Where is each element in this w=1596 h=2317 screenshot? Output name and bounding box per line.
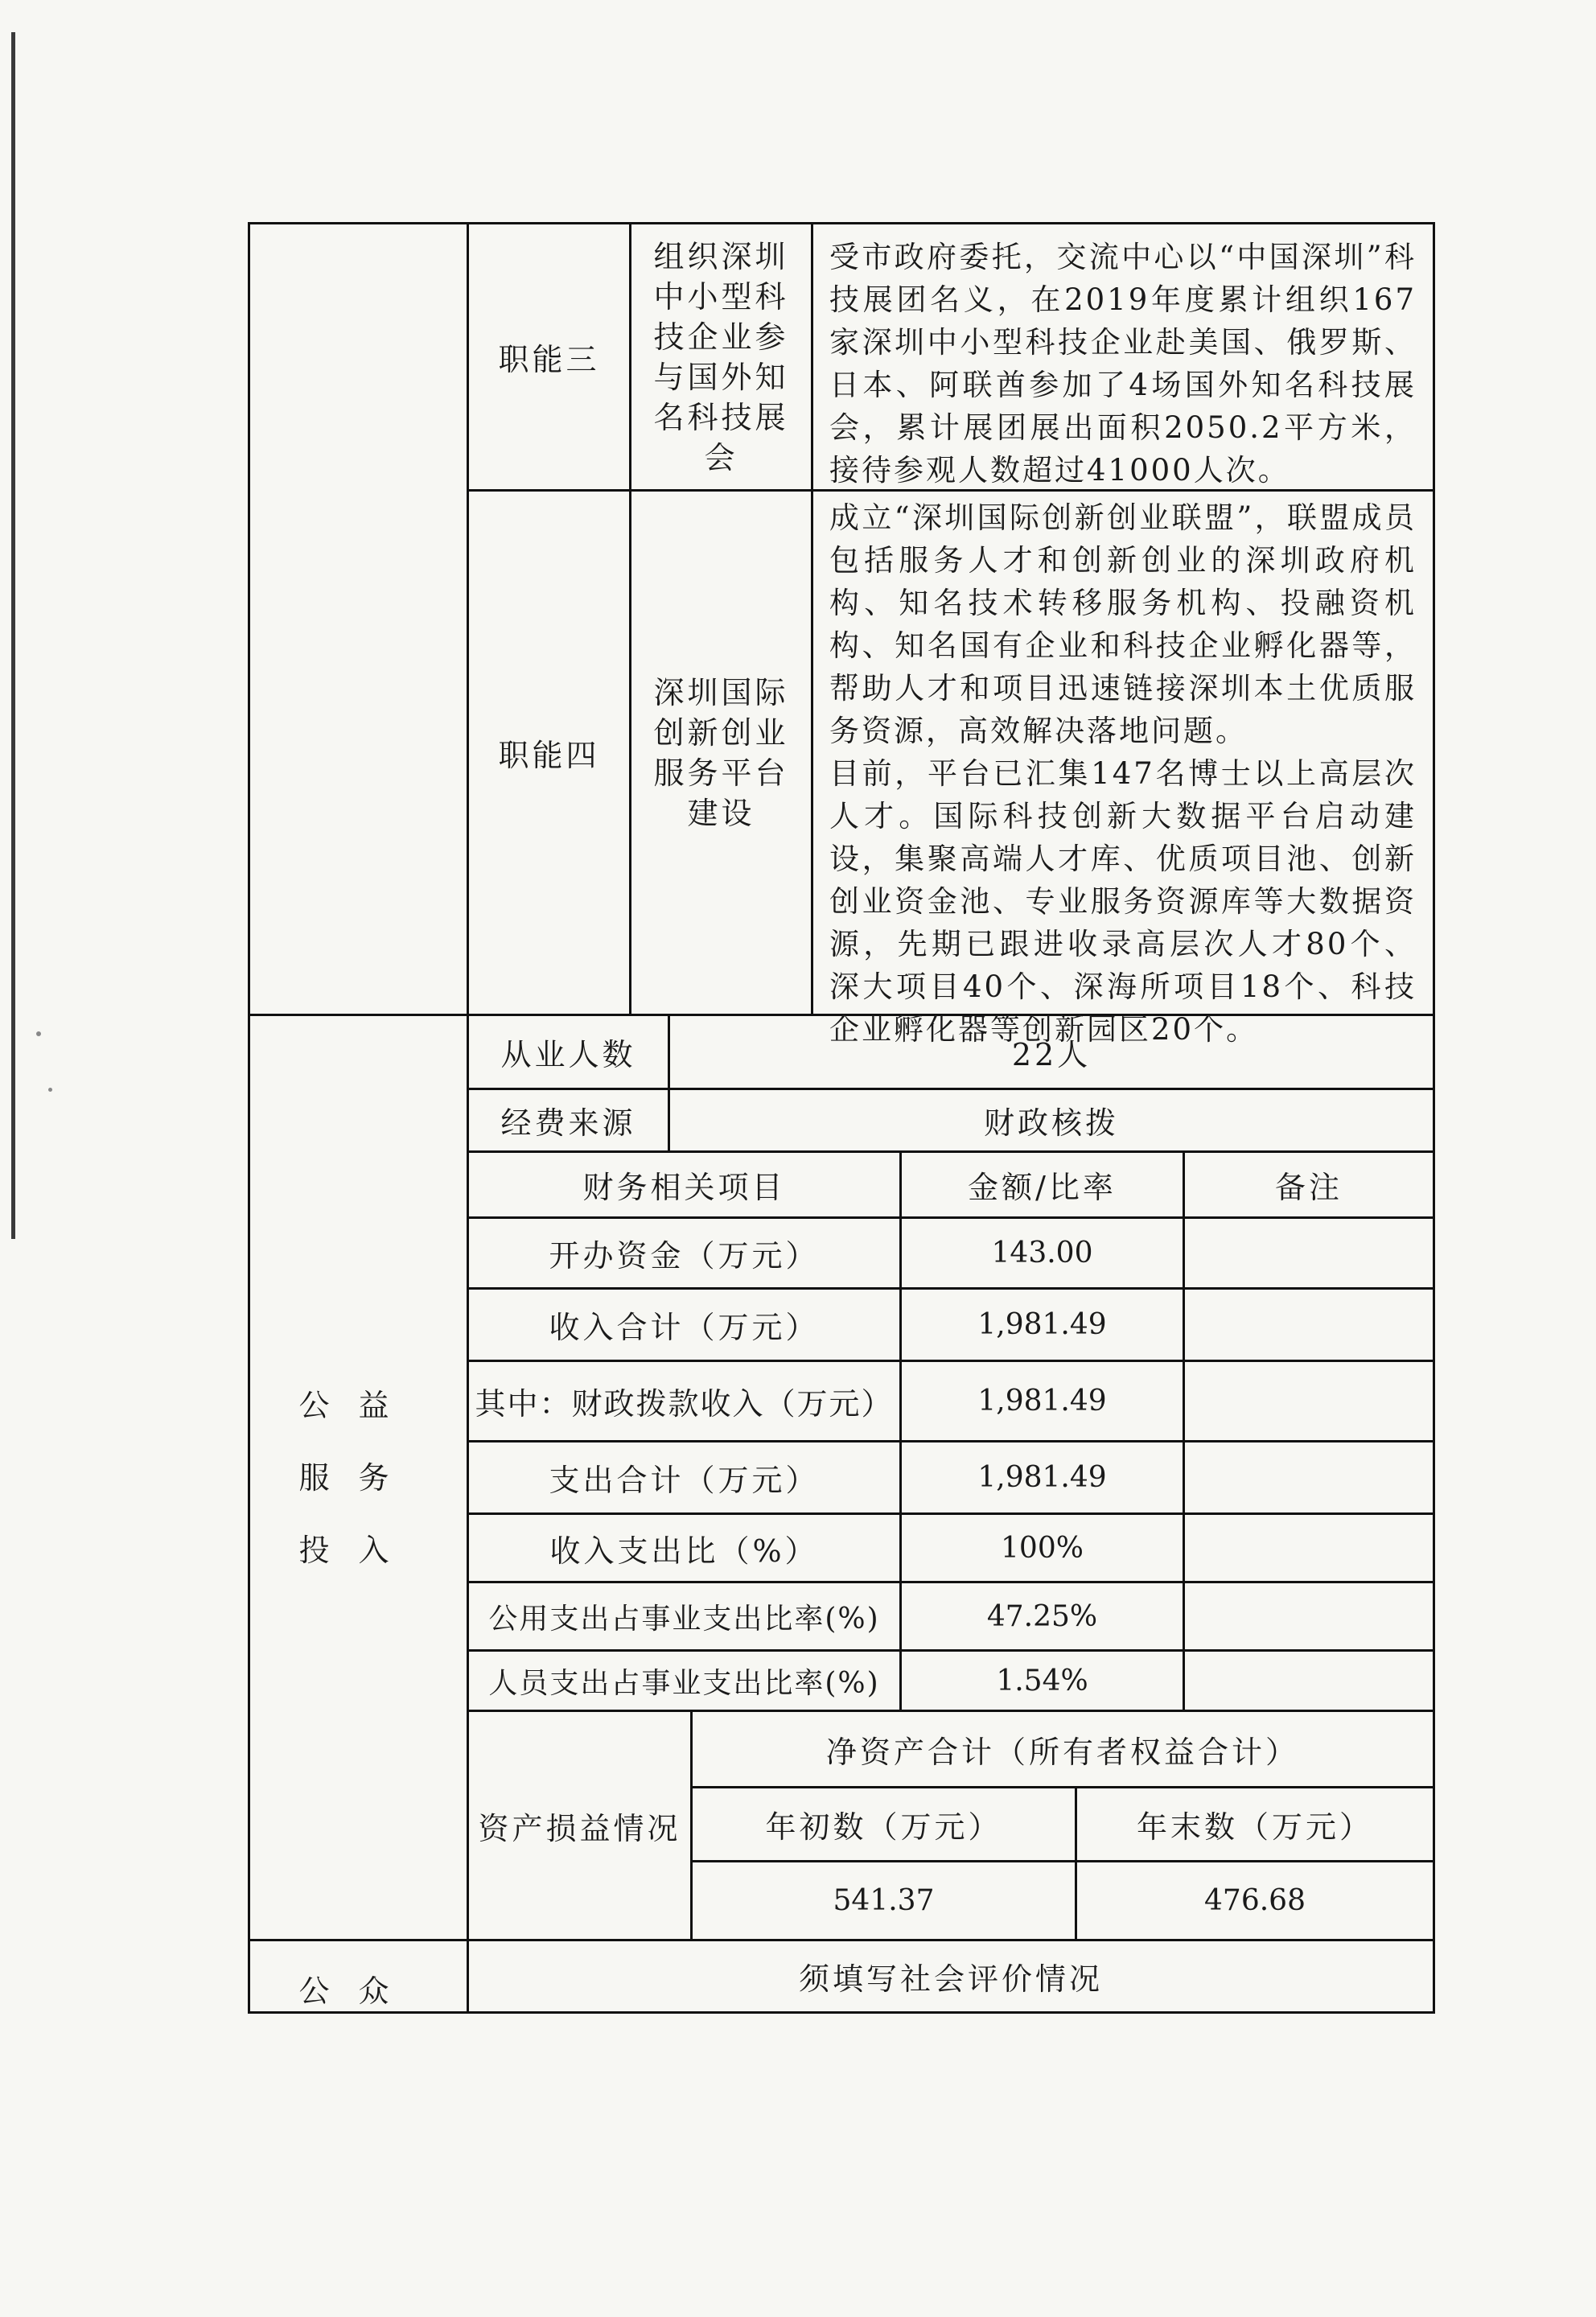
funding-label: 经费来源 [500, 1105, 636, 1141]
finance-row-amount: 1,981.49 [977, 1308, 1107, 1341]
finance-row-amount: 1,981.49 [977, 1461, 1107, 1494]
finance-row-remark [1185, 1515, 1433, 1581]
end-of-year-label: 年末数（万元） [1136, 1809, 1373, 1845]
begin-of-year-value: 541.37 [833, 1884, 935, 1917]
finance-header-item: 财务相关项目 [582, 1170, 786, 1205]
binding-line [11, 32, 15, 1239]
public-label-text: 公众 [298, 1973, 418, 2009]
end-of-year-value: 476.68 [1204, 1884, 1306, 1917]
investment-section-label [250, 1016, 467, 1939]
finance-row-item: 其中：财政拨款收入（万元） [475, 1386, 894, 1422]
scan-speck [36, 1031, 41, 1036]
function-3-name: 组织深圳中小型科技企业参与国外知名科技展会 [653, 238, 789, 475]
scan-speck [48, 1088, 52, 1092]
investment-label-line: 投入 [298, 1532, 418, 1568]
finance-row-remark [1185, 1290, 1433, 1360]
staff-label: 从业人数 [500, 1037, 636, 1072]
finance-row-amount: 100% [1001, 1531, 1084, 1565]
finance-row-amount: 47.25% [986, 1599, 1098, 1633]
finance-row-item: 公用支出占事业支出比率(%) [488, 1602, 880, 1636]
net-assets-label: 净资产合计（所有者权益合计） [825, 1734, 1299, 1770]
finance-row-item: 支出合计（万元） [549, 1463, 820, 1498]
function-3-name-cell [631, 224, 811, 489]
finance-row-remark [1185, 1652, 1433, 1710]
funding-value: 财政核拨 [983, 1105, 1119, 1141]
finance-row-amount: 1.54% [996, 1664, 1088, 1698]
finance-row-remark [1185, 1583, 1433, 1649]
investment-label-line: 服务 [298, 1459, 418, 1496]
finance-row-item: 开办资金（万元） [549, 1238, 820, 1274]
finance-row-remark [1185, 1219, 1433, 1287]
finance-header-remark: 备注 [1274, 1170, 1343, 1205]
staff-value: 22人 [1011, 1037, 1092, 1072]
public-note: 须填写社会评价情况 [798, 1961, 1103, 1997]
finance-row-item: 人员支出占事业支出比率(%) [488, 1666, 880, 1700]
function-4-description-p1: 成立“深圳国际创新创业联盟”，联盟成员包括服务人才和创新创业的深圳政府机构、知名技术转移服务机构、投融资机构、知名国有企业和科技企业孵化器等，帮助人才和项目迅速链接深圳本土优质服务资源，高效解决落地问题。 [829, 500, 1417, 748]
public-label [250, 1963, 467, 2014]
finance-header-amount: 金额/比率 [968, 1170, 1117, 1205]
function-4-description-cell [813, 492, 1433, 1047]
finance-row-remark [1185, 1362, 1433, 1440]
investment-label-line: 公益 [298, 1387, 418, 1423]
function-4-name: 深圳国际创新创业服务平台建设 [653, 674, 789, 831]
begin-of-year-label: 年初数（万元） [765, 1809, 1002, 1845]
assets-label: 资产损益情况 [478, 1810, 681, 1846]
finance-row-item: 收入合计（万元） [549, 1310, 820, 1345]
function-4-name-cell [631, 492, 811, 1014]
finance-row-remark [1185, 1442, 1433, 1512]
function-4-label: 职能四 [498, 738, 600, 773]
function-3-label: 职能三 [498, 342, 600, 377]
function-4-description-p2: 目前，平台已汇集147名博士以上高层次人才。国际科技创新大数据平台启动建设，集聚高端人才库、优质项目池、创新创业资金池、专业服务资源库等大数据资源，先期已跟进收录高层次人才80个、深大项目40个、深海所项目18个、科技企业孵化器等创新园区20个。 [829, 756, 1417, 1047]
finance-row-amount: 143.00 [991, 1237, 1093, 1270]
function-3-description-cell [813, 224, 1433, 489]
function-3-description: 受市政府委托，交流中心以“中国深圳”科技展团名义，在2019年度累计组织167家深圳中小型科技企业赴美国、俄罗斯、日本、阿联酋参加了4场国外知名科技展会，累计展团展出面积2050.2平方米，接待参观人数超过41000人次。 [829, 240, 1417, 488]
finance-row-amount: 1,981.49 [977, 1385, 1107, 1418]
finance-row-item: 收入支出比（%） [549, 1533, 819, 1569]
